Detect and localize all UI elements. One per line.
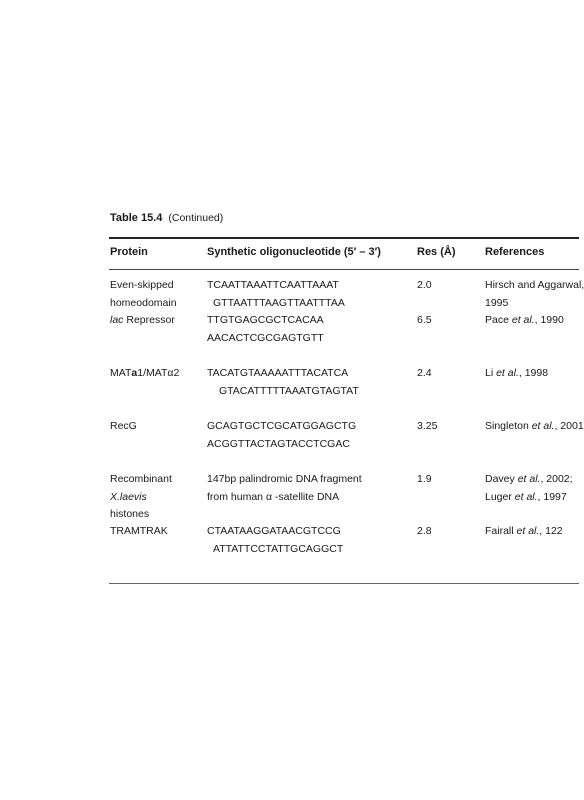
table-row-3-res: 2.4 xyxy=(417,367,432,379)
table-top-rule xyxy=(109,237,579,239)
table-row-1-res: 2.0 xyxy=(417,279,432,291)
table-continued-note: (Continued) xyxy=(168,212,224,224)
table-row-5-oligo: 147bp palindromic DNA fragment from human α -satellite DNA xyxy=(207,473,362,503)
table-row-2-protein: lac Repressor xyxy=(110,314,175,326)
table-row-5-res: 1.9 xyxy=(417,473,432,485)
table-row-4-oligo: GCAGTGCTCGCATGGAGCTG ACGGTTACTAGTACCTCGAC xyxy=(207,420,357,450)
table-row-2-res: 6.5 xyxy=(417,314,432,326)
table-row-1-protein: Even-skipped homeodomain xyxy=(110,279,177,309)
table-row-3-oligo: TACATGTAAAAATTTACATCA GTACATTTTTAAATGTAGTAT xyxy=(207,367,359,397)
header-oligonucleotide: Synthetic oligonucleotide (5′ – 3′) xyxy=(207,246,381,258)
table-row-4-res: 3.25 xyxy=(417,420,438,432)
table-caption xyxy=(110,212,223,224)
table-row-3-protein: MATa1/MATα2 xyxy=(110,367,180,379)
table-row-4-refs: Singleton et al., 2001 xyxy=(485,420,584,432)
table-row-1-refs: Hirsch and Aggarwal, 1995 xyxy=(485,279,584,309)
table-number: Table 15.4 xyxy=(110,212,163,224)
header-protein: Protein xyxy=(110,246,148,258)
table-row-6-protein: TRAMTRAK xyxy=(110,525,168,537)
table-row-1-oligo: TCAATTAAATTCAATTAAAT GTTAATTTAAGTTAATTTAA xyxy=(207,279,345,309)
header-references: References xyxy=(485,246,545,258)
table-bottom-rule xyxy=(109,583,579,584)
header-resolution: Res (Å) xyxy=(417,246,456,258)
table-row-4-protein: RecG xyxy=(110,420,137,432)
table-row-5-refs: Davey et al., 2002; Luger et al., 1997 xyxy=(485,473,573,503)
table-row-6-refs: Fairall et al., 122 xyxy=(485,525,563,537)
table-row-2-refs: Pace et al., 1990 xyxy=(485,314,564,326)
table-row-3-refs: Li et al., 1998 xyxy=(485,367,549,379)
table-row-5-protein: Recombinant X.laevis histones xyxy=(110,473,172,520)
table-row-6-res: 2.8 xyxy=(417,525,432,537)
table-row-6-oligo: CTAATAAGGATAACGTCCG ATTATTCCTATTGCAGGCT xyxy=(207,525,344,555)
table-row-2-oligo: TTGTGAGCGCTCACAA AACACTCGCGAGTGTT xyxy=(207,314,324,344)
table-header-rule xyxy=(109,269,579,270)
